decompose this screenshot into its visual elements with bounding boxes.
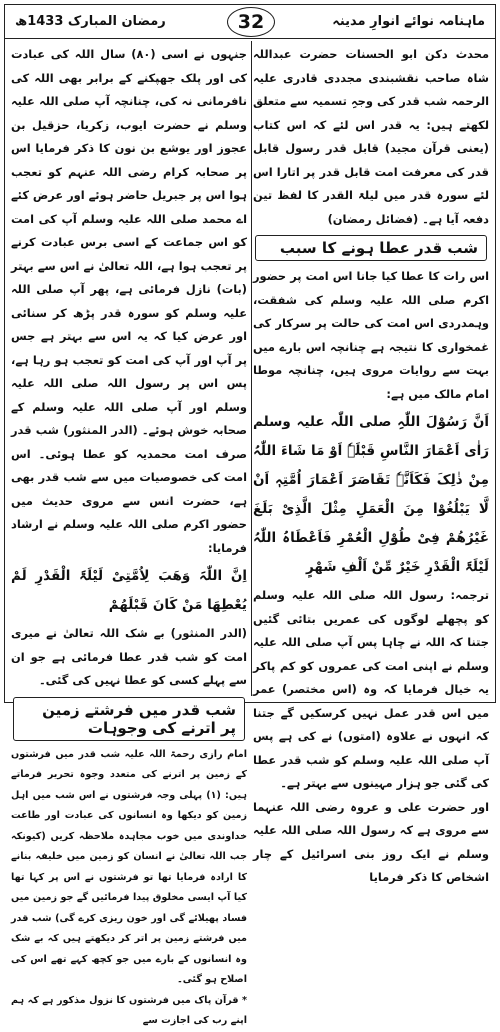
arabic-hadith-anas: اِنَّ اللّٰہَ وَھَبَ لِاُمَّتِیْ لَیْلَۃَ الْقَدْرِ لَمْ یُعْطِھَا مَنْ کَانَ قَبْلَھُمْ [11,568,247,613]
left-column [11,43,247,1026]
issue-date: رمضان المبارک 1433ھ [15,14,166,29]
paragraph-quran-angels: * قرآن پاک میں فرشتوں کا نزول مذکور ہے کہ ہم اپنے رب کی اجازت سے [11,994,247,1026]
magazine-page [4,4,496,1026]
paragraph-bani-israel: جنہوں نے اسی (۸۰) سال اللہ کی عبادت کی اور پلک جھپکنے کے برابر بھی اللہ کی نافرمانی نہ کی، چنانچہ آپ صلی اللہ علیہ وسلم نے حضرت ایوب، زکریا، حزقیل بن عجوز اور یوشع بن نون کا ذکر فرمایا اس پر صحابہ کرام رضی اللہ عنہم کو تعجب ہوا اس پر جبریل حاضر ہوئے اور عرض کئے اے محمد صلی اللہ علیہ وسلم آپ کی امت کو اس جماعت کے اسی برس عبادت کرنے پر تعجب ہوا ہے، اللہ تعالیٰ نے اس سے بہتر (بات) نازل فرمائی ہے، پھر آپ صلی اللہ علیہ وسلم کو سورہ قدر پڑھ کر سنائی اور عرض کیا کہ یہ اس سے بہتر ہے جس پر آپ اور آپ کی امت کو تعجب ہو رہا ہے، پس اس پر رسول اللہ صلی اللہ علیہ وسلم اور آپ صلی اللہ علیہ وسلم کے صحابہ خوش ہوئے۔ (الدر المنثور) شب قدر صرف امت محمدیہ کو عطا ہوئی۔ اس امت کی خصوصیات میں سے شب قدر بھی ہے، حضرت انس سے مروی حدیث میں حضور اکرم صلی اللہ علیہ وسلم نے ارشاد فرمایا: [11,47,247,555]
arabic-hadith-muwatta: اَنَّ رَسُوْلَ اللّٰہِ صلی اللّٰہ علیہ وسلم رَاٰی اَعْمَارَ النَّاسِ قَبْلَہٗ اَوْ مَا شَاءَ اللّٰہُ مِنْ ذٰلِکَ فَکَاَنَّہٗ تَقَاصَرَ اَعْمَارَ اُمَّتِہٖ اَنْ لَّا یَبْلُغُوْا مِنَ الْعَمَلِ مِثْلَ الَّذِیْ بَلَغَ غَیْرُھُمْ فِیْ طُوْلِ الْعُمْرِ فَاَعْطَاہُ اللّٰہُ لَیْلَۃَ الْقَدْرِ خَیْرٌ مِّنْ اَلْفِ شَھْرٍ [253,414,489,575]
magazine-title: ماہنامہ نوائے انوارِ مدینہ [332,14,485,29]
section-heading-angels: شب قدر میں فرشتے زمین پر اترنے کی وجوہات [13,697,245,741]
paragraph-reason: اس رات کا عطا کیا جانا اس امت پر حضور اکرم صلی اللہ علیہ وسلم کی شفقت، وہمدردی اس امت کی حالت پر سرکار کی غمخواری کا نتیجہ ہے چنانچہ اس بارے میں بہت سے روایات مروی ہیں، چنانچہ موطا امام مالک میں ہے: [253,269,489,401]
column-divider [251,41,252,696]
paragraph-translation: ترجمہ: رسول اللہ صلی اللہ علیہ وسلم کو پچھلے لوگوں کی عمریں بتائی گئیں جتنا کہ اللہ نے چاہا پس آپ صلی اللہ علیہ وسلم نے اپنی امت کی عمروں کو کم پاکر یہ خیال فرمایا کہ وہ (اس مختصر) عمر میں اس قدر عمل نہیں کرسکیں گے جتنا کہ انہوں نے علاوہ (امتوں) نے کی ہے پس آپ صلی اللہ علیہ وسلم کو شب قدر عطا کی گئی جو ہزار مہینوں سے بہتر ہے۔ [253,588,489,790]
section-heading-reason: شب قدر عطا ہونے کا سبب [255,235,487,261]
right-column [253,43,489,884]
paragraph-durr-manthur: (الدر المنثور) بے شک اللہ تعالیٰ نے میری امت کو شب قدر عطا فرمائی ہے جو ان سے پہلے کسی کو عطا نہیں کی گئی۔ [11,626,247,687]
paragraph-imam-razi: امام رازی رحمۃ اللہ علیہ شب قدر میں فرشتوں کے زمین پر اترنے کی متعدد وجوہ تحریر فرماتے ہیں: (۱) پہلی وجہ فرشتوں نے اس شب میں اہل زمین کو دیکھا وہ انسانوں کی عبادت اور طاعت خداوندی میں خوب مجاہدہ ملاحظہ کریں (کیونکہ جب اللہ تعالیٰ نے انسان کو زمین میں خلیفہ بنانے کا ارادہ فرمایا تھا تو فرشتوں نے اس پر کہا تھا کیا آپ ایسی مخلوق پیدا فرمائیں گے جو زمین میں فساد پھیلائے گی اور خون ریزی کرے گی) شب قدر میں فرشتے زمین پر اتر کر دیکھتے ہیں کہ بے شک وہ انسانوں کے بارے میں جو کچھ کہے تھے اس کی اصلاح ہو گئی۔ [11,748,247,985]
paragraph-intro: محدث دکن ابو الحسنات حضرت عبداللہ شاہ صاحب نقشبندی مجددی قادری علیہ الرحمہ شب قدر کی وجہِ تسمیہ سے متعلق لکھتے ہیں: یہ قدر اس لئے کہ اس کتاب (یعنی قرآن مجید) قابل قدر رسول قابل قدر کی معرفت امت قابل قدر پر اتارا اس لئے سورہ قدر میں لیلۃ القدر کا لفظ تین دفعہ آیا ہے۔ (فضائل رمضان) [253,47,489,226]
header-rule [5,38,495,39]
paragraph-narration: اور حضرت علی و عروہ رضی اللہ عنہما سے مروی ہے کہ رسول اللہ صلی اللہ علیہ وسلم نے ایک روز بنی اسرائیل کے چار اشخاص کا ذکر فرمایا [253,799,489,884]
page-number: 32 [227,7,275,37]
page-header [5,5,495,39]
